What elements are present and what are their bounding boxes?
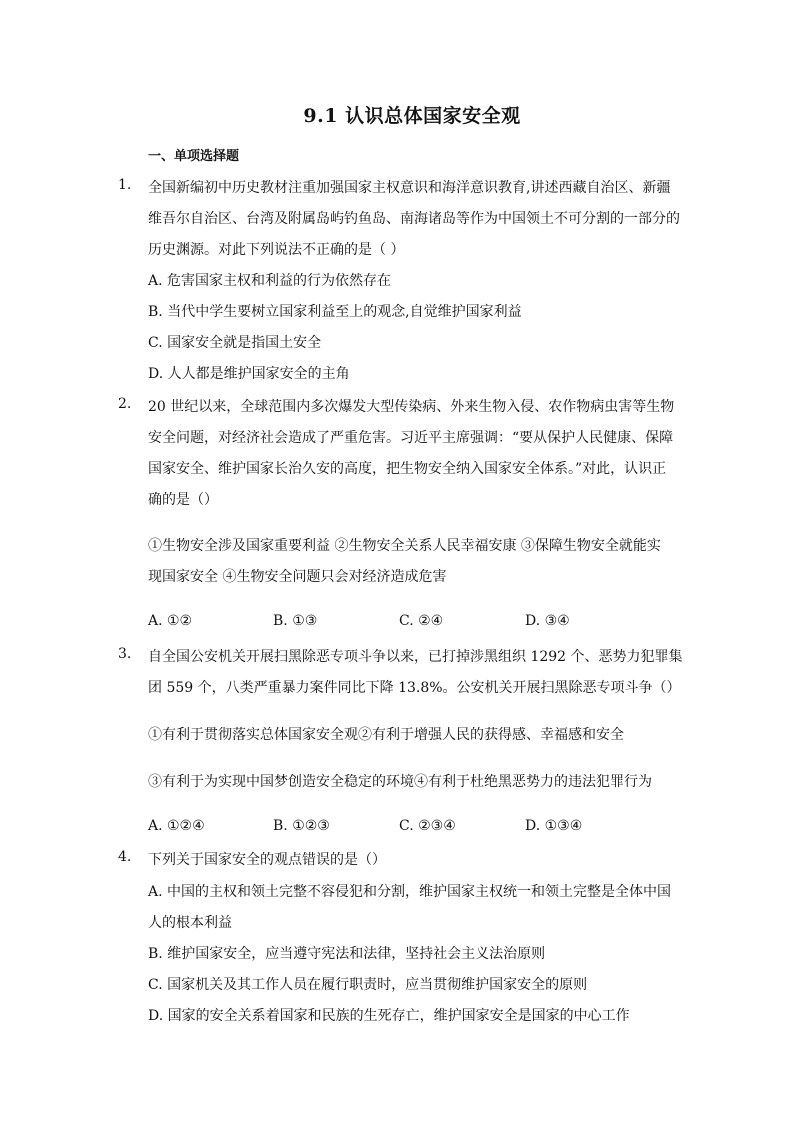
statement-line: ①有利于贯彻落实总体国家安全观②有利于增强人民的获得感、幸福感和安全 [148, 727, 624, 743]
option-b[interactable]: B. ①②③ [273, 818, 330, 834]
question-number: 1. [118, 177, 132, 193]
statement-line: ③有利于为实现中国梦创造安全稳定的环境④有利于杜绝黑恶势力的违法犯罪行为 [148, 774, 652, 790]
option-c[interactable]: C. 国家安全就是指国土安全 [148, 335, 322, 351]
option-b[interactable]: B. 当代中学生要树立国家利益至上的观念,自觉维护国家利益 [148, 304, 522, 320]
option-a[interactable]: A. ①②④ [148, 818, 205, 834]
question-stem-line: 20 世纪以来，全球范围内多次爆发大型传染病、外来生物入侵、农作物病虫害等生物 [148, 399, 675, 415]
option-c[interactable]: C. ②④ [399, 613, 444, 629]
option-b[interactable]: B. ①③ [273, 613, 318, 629]
option-c[interactable]: C. ②③④ [399, 818, 456, 834]
question-stem-line: 团 559 个，八类严重暴力案件同比下降 13.8%。公安机关开展扫黑除恶专项斗争（） [148, 680, 681, 696]
question-stem-line: 下列关于国家安全的观点错误的是（） [148, 852, 386, 868]
question-stem-line: 国家安全、维护国家长治久安的高度，把生物安全纳入国家安全体系。”对此，认识正 [148, 461, 667, 477]
option-d[interactable]: D. ①③④ [525, 818, 583, 834]
statement-line: 现国家安全 ④生物安全问题只会对经济造成危害 [148, 569, 447, 585]
question-stem-line: 确的是（） [148, 492, 218, 508]
option-a[interactable]: A. 危害国家主权和利益的行为依然存在 [148, 273, 392, 289]
question-stem-line: 自全国公安机关开展扫黑除恶专项斗争以来，已打掉涉黑组织 1292 个、恶势力犯罪集 [148, 649, 683, 665]
question-stem-line: 维吾尔自治区、台湾及附属岛屿钓鱼岛、南海诸岛等作为中国领土不可分割的一部分的 [148, 211, 680, 227]
section-heading: 一、单项选择题 [148, 149, 240, 164]
option-a[interactable]: A. 中国的主权和领土完整不容侵犯和分割，维护国家主权统一和领土完整是全体中国 [148, 884, 672, 900]
question-number: 3. [118, 646, 132, 662]
option-c[interactable]: C. 国家机关及其工作人员在履行职责时，应当贯彻维护国家安全的原则 [148, 977, 588, 993]
question-stem-line: 全国新编初中历史教材注重加强国家主权意识和海洋意识教育,讲述西藏自治区、新疆 [148, 180, 671, 196]
question-stem-line: 历史渊源。对此下列说法不正确的是（ ） [148, 242, 405, 258]
document-title: 9.1 认识总体国家安全观 [303, 105, 521, 127]
option-d[interactable]: D. 人人都是维护国家安全的主角 [148, 366, 350, 382]
option-a[interactable]: A. ①② [148, 613, 193, 629]
statement-line: ①生物安全涉及国家重要利益 ②生物安全关系人民幸福安康 ③保障生物安全就能实 [148, 538, 661, 554]
question-stem-line: 安全问题，对经济社会造成了严重危害。习近平主席强调：“要从保护人民健康、保障 [148, 430, 674, 446]
option-b[interactable]: B. 维护国家安全，应当遵守宪法和法律，坚持社会主义法治原则 [148, 946, 546, 962]
question-number: 2. [118, 396, 132, 412]
option-d[interactable]: D. 国家的安全关系着国家和民族的生死存亡，维护国家安全是国家的中心工作 [148, 1008, 630, 1024]
option-d[interactable]: D. ③④ [525, 613, 570, 629]
option-a-continued: 人的根本利益 [148, 915, 232, 931]
question-number: 4. [118, 849, 132, 865]
